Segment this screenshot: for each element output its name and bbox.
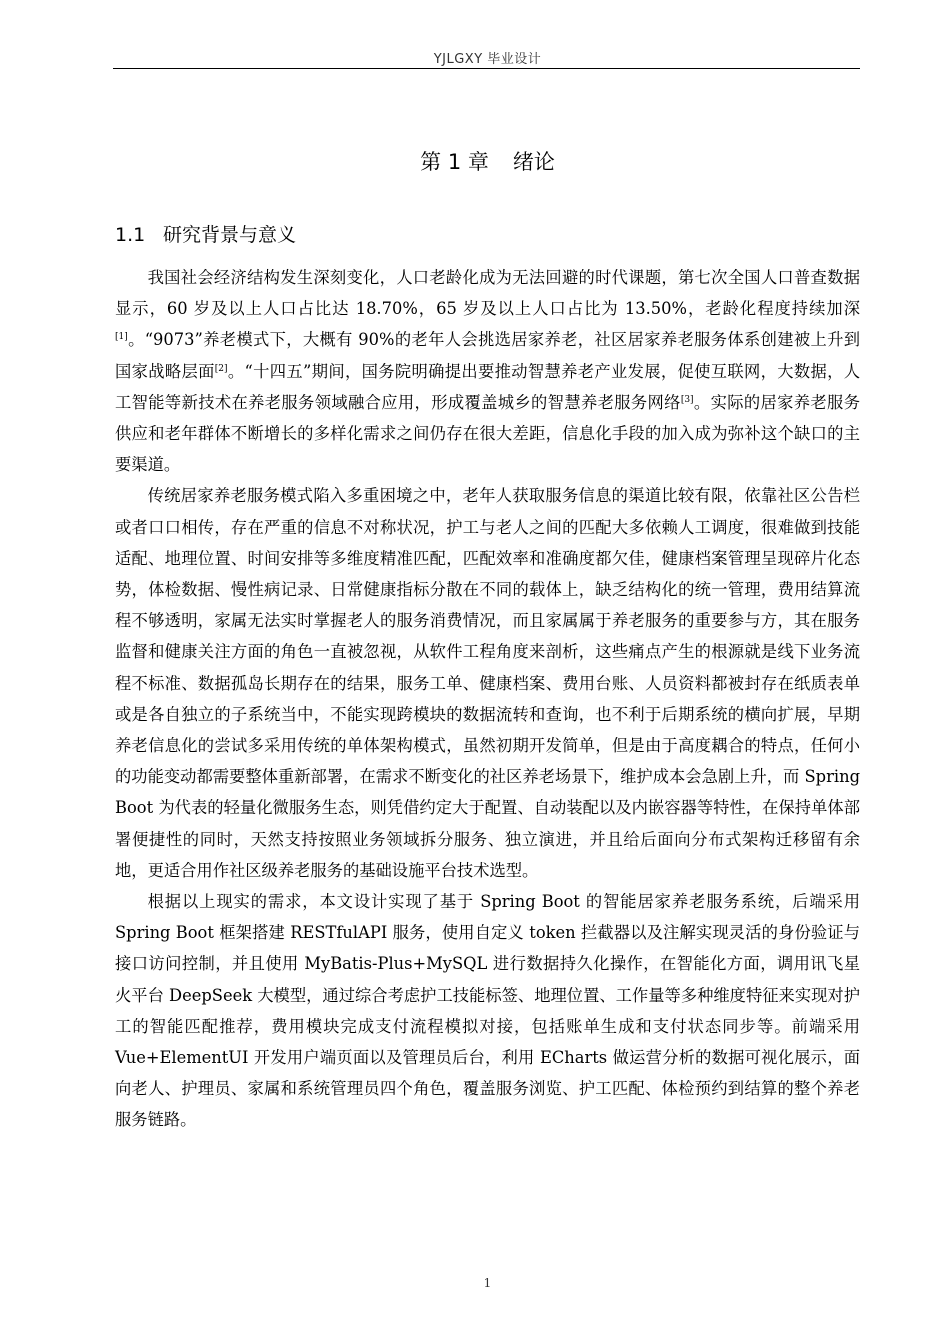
paragraph-1-part-4: 。实际的居家养老服务供应和老年群体不断增长的多样化需求之间仍存在很大差距，信息化手段的加入成为弥补这个缺口的主要渠道。 [115, 392, 860, 475]
section-name: 研究背景与意义 [163, 224, 297, 246]
paragraph-1-part-1: 我国社会经济结构发生深刻变化，人口老龄化成为无法回避的时代课题，第七次全国人口普查数据显示，60 岁及以上人口占比达 18.70%，65 岁及以上人口占比为 13.50%，老龄化程度持续加深 [115, 268, 860, 319]
chapter-title [115, 146, 860, 176]
section-number: 1.1 [115, 224, 146, 246]
header-rule [113, 68, 860, 69]
paragraph-2: 传统居家养老服务模式陷入多重困境之中，老年人获取服务信息的渠道比较有限，依靠社区公告栏或者口口相传，存在严重的信息不对称状况，护工与老人之间的匹配大多依赖人工调度，很难做到技能适配、地理位置、时间安排等多维度精准匹配，匹配效率和准确度都欠佳，健康档案管理呈现碎片化态势，体检数据、慢性病记录、日常健康指标分散在不同的载体上，缺乏结构化的统一管理，费用结算流程不够透明，家属无法实时掌握老人的服务消费情况，而且家属属于养老服务的重要参与方，其在服务监督和健康关注方面的角色一直被忽视，从软件工程角度来剖析，这些痛点产生的根源就是线下业务流程不标准、数据孤岛长期存在的结果，服务工单、健康档案、费用台账、人员资料都被封存在纸质表单或是各自独立的子系统当中，不能实现跨模块的数据流转和查询，也不利于后期系统的横向扩展，早期养老信息化的尝试多采用传统的单体架构模式，虽然初期开发简单，但是由于高度耦合的特点，任何小的功能变动都需要整体重新部署，在需求不断变化的社区养老场景下，维护成本会急剧上升，而 Spring Boot 为代表的轻量化微服务生态，则凭借约定大于配置、自动装配以及内嵌容器等特性，在保持单体部署便捷性的同时，天然支持按照业务领域拆分服务、独立演进，并且给后面向分布式架构迁移留有余地，更适合用作社区级养老服务的基础设施平台技术选型。 [115, 486, 860, 880]
paragraph-1-part-3: 。“十四五”期间，国务院明确提出要推动智慧养老产业发展，促使互联网，大数据，人工智能等新技术在养老服务领域融合应用，形成覆盖城乡的智慧养老服务网络 [115, 361, 860, 412]
citation-2: [2] [214, 363, 228, 374]
body-text [115, 262, 860, 1136]
citation-1: [1] [115, 332, 128, 343]
paragraph-1-part-2: 。“9073”养老模式下，大概有 90%的老年人会挑选居家养老，社区居家养老服务体系创建被上升到国家战略层面 [115, 330, 860, 381]
citation-3: [3] [680, 394, 694, 405]
page-number: 1 [483, 1276, 492, 1290]
running-header: YJLGXY 毕业设计 [433, 52, 542, 67]
chapter-number: 第 1 章 [420, 150, 489, 174]
paragraph-3: 根据以上现实的需求，本文设计实现了基于 Spring Boot 的智能居家养老服务系统，后端采用 Spring Boot 框架搭建 RESTfulAPI 服务，使用自定义 token 拦截器以及注解实现灵活的身份验证与接口访问控制，并且使用 MyBatis-Plus+MySQL 进行数据持久化操作，在智能化方面，调用讯飞星火平台 DeepSeek 大模型，通过综合考虑护工技能标签、地理位置、工作量等多种维度特征来实现对护工的智能匹配推荐，费用模块完成支付流程模拟对接，包括账单生成和支付状态同步等。前端采用 Vue+ElementUI 开发用户端页面以及管理员后台，利用 ECharts 做运营分析的数据可视化展示，面向老人、护理员、家属和系统管理员四个角色，覆盖服务浏览、护工匹配、体检预约到结算的整个养老服务链路。 [115, 892, 860, 1130]
section-heading [115, 220, 296, 247]
paragraph-1 [115, 262, 860, 480]
chapter-name: 绪论 [512, 150, 555, 174]
